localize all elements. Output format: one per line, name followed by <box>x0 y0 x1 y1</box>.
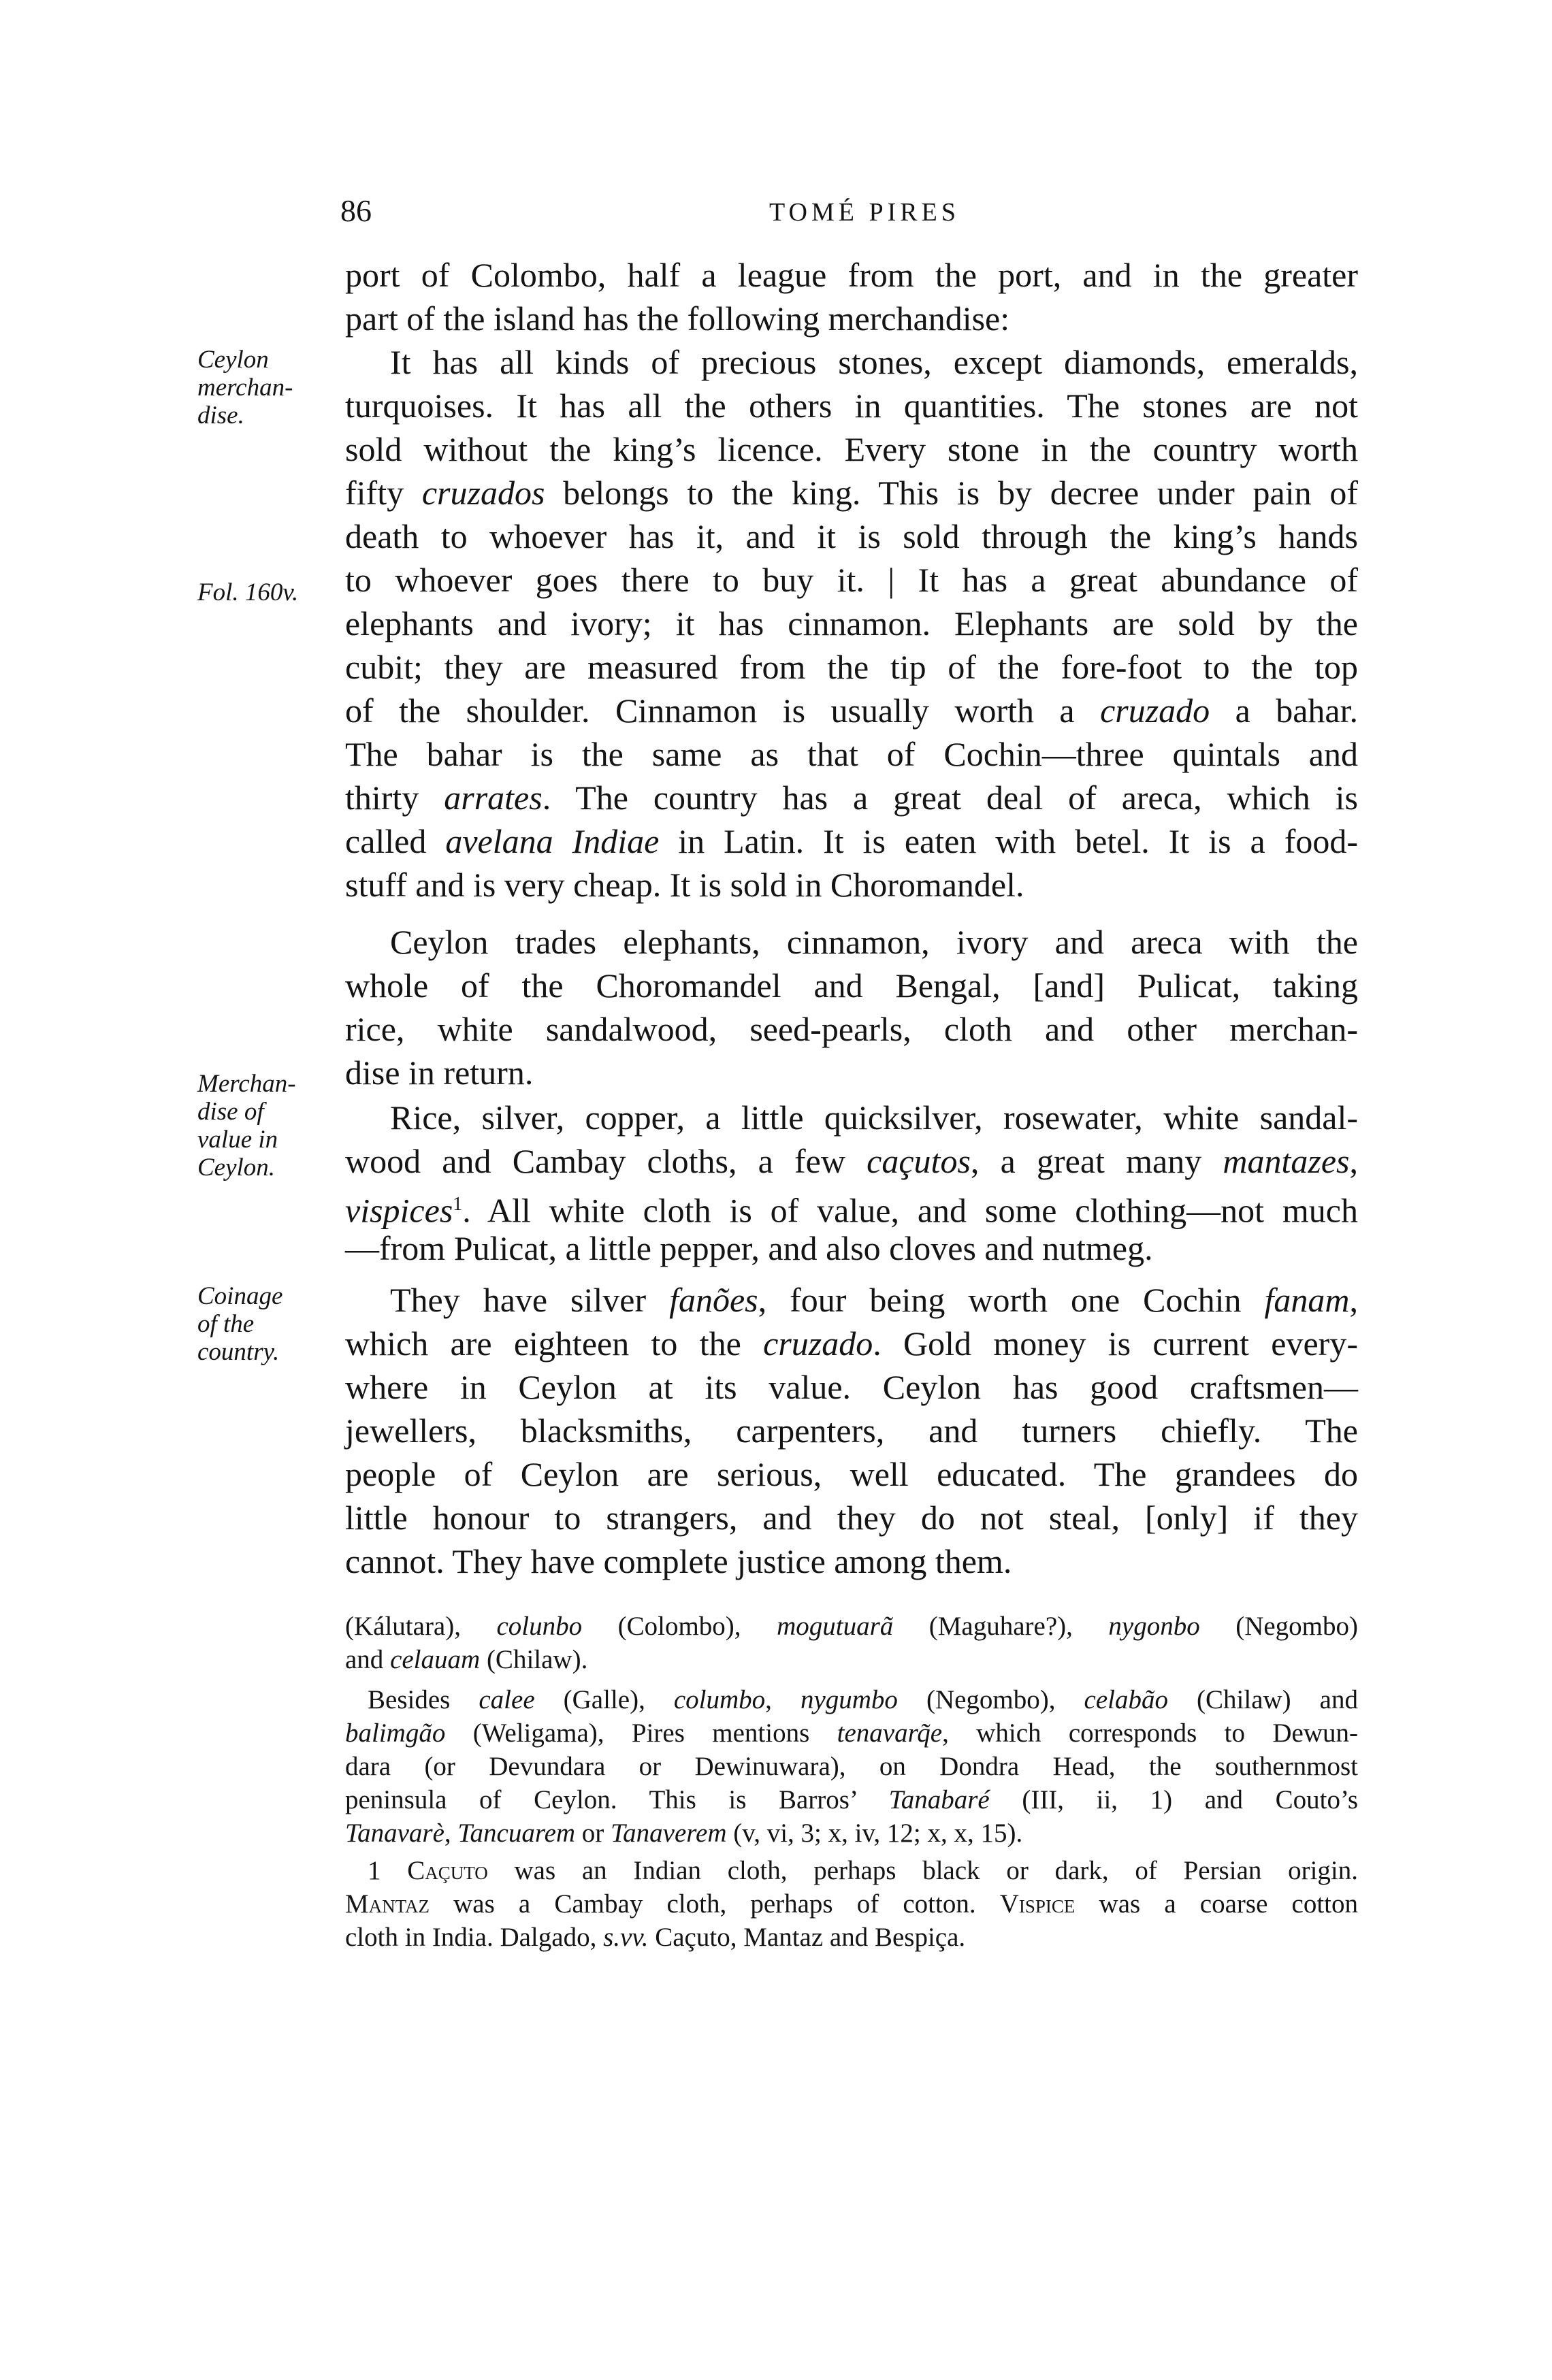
footnote-line: 1 Caçuto was an Indian cloth, perhaps black or dark, of Persian origin. <box>368 1856 1359 1885</box>
margin-note-folio: Fol. 160v. <box>197 578 299 606</box>
text-line: elephants and ivory; it has cinnamon. Elephants are sold by the <box>345 604 1358 642</box>
text-line: which are eighteen to the cruzado. Gold money is current every- <box>345 1324 1358 1363</box>
running-title: TOMÉ PIRES <box>769 198 960 227</box>
footnote-line: and celauam (Chilaw). <box>345 1645 588 1674</box>
text-line: vispices$^1$. All white cloth is of value, and some clothing—not much <box>345 1191 1358 1230</box>
margin-note-coinage: Coinage of the country. <box>197 1282 283 1366</box>
text-line: Rice, silver, copper, a little quicksilver, rosewater, white sandal- <box>390 1098 1358 1137</box>
text-line: rice, white sandalwood, seed-pearls, cloth and other merchan- <box>345 1010 1358 1048</box>
footnote-line: Tanavarè, Tancuarem or Tanaverem (v, vi, 3; x, iv, 12; x, x, 15). <box>345 1819 1023 1848</box>
text-line: whole of the Choromandel and Bengal, [and] Pulicat, taking <box>345 966 1358 1005</box>
text-line: The bahar is the same as that of Cochin—three quintals and <box>345 735 1358 773</box>
footnote-line: balimgão (Weligama), Pires mentions tenavarq̃e, which corresponds to Dewun- <box>345 1718 1358 1748</box>
footnote-line: Mantaz was a Cambay cloth, perhaps of cotton. Vispice was a coarse cotton <box>345 1889 1358 1919</box>
footnote-line: (Kálutara), colunbo (Colombo), mogutuarã (Maguhare?), nygonbo (Negombo) <box>345 1612 1358 1641</box>
text-line: fifty cruzados belongs to the king. This is by decree under pain of <box>345 474 1358 512</box>
text-line: called avelana Indiae in Latin. It is eaten with betel. It is a food- <box>345 822 1358 860</box>
text-line: Ceylon trades elephants, cinnamon, ivory and areca with the <box>390 923 1358 961</box>
margin-note-merchandise-of-value: Merchan- dise of value in Ceylon. <box>197 1070 296 1181</box>
text-line: where in Ceylon at its value. Ceylon has good craftsmen— <box>345 1368 1358 1406</box>
footnote-line: Besides calee (Galle), columbo, nygumbo (Negombo), celabão (Chilaw) and <box>368 1685 1358 1714</box>
text-line: stuff and is very cheap. It is sold in Choromandel. <box>345 866 1024 904</box>
footnote-line: dara (or Devundara or Dewinuwara), on Dondra Head, the southernmost <box>345 1752 1358 1781</box>
text-line: thirty arrates. The country has a great deal of areca, which is <box>345 779 1358 817</box>
text-line: It has all kinds of precious stones, except diamonds, emeralds, <box>390 343 1358 381</box>
page-number: 86 <box>340 193 372 228</box>
text-line: cannot. They have complete justice among them. <box>345 1542 1012 1580</box>
text-line: people of Ceylon are serious, well educated. The grandees do <box>345 1455 1358 1493</box>
text-line: turquoises. It has all the others in quantities. The stones are not <box>345 387 1358 425</box>
text-line: cubit; they are measured from the tip of the fore-foot to the top <box>345 648 1358 686</box>
footnote-line: cloth in India. Dalgado, s.vv. Caçuto, Mantaz and Bespiça. <box>345 1923 966 1952</box>
footnote-line: peninsula of Ceylon. This is Barros’ Tanabaré (III, ii, 1) and Couto’s <box>345 1785 1358 1814</box>
margin-note-ceylon-merchandise: Ceylon merchan- dise. <box>197 346 293 429</box>
text-line: port of Colombo, half a league from the port, and in the greater <box>345 256 1358 294</box>
text-line: sold without the king’s licence. Every stone in the country worth <box>345 430 1358 468</box>
text-line: part of the island has the following merchandise: <box>345 299 1010 338</box>
text-line: death to whoever has it, and it is sold through the king’s hands <box>345 517 1358 555</box>
text-line: jewellers, blacksmiths, carpenters, and turners chiefly. The <box>345 1412 1358 1450</box>
text-line: wood and Cambay cloths, a few caçutos, a great many mantazes, <box>345 1142 1358 1180</box>
text-line: —from Pulicat, a little pepper, and also cloves and nutmeg. <box>345 1229 1153 1267</box>
text-line: They have silver fanões, four being worth one Cochin fanam, <box>390 1281 1358 1319</box>
text-line: of the shoulder. Cinnamon is usually worth a cruzado a bahar. <box>345 691 1358 730</box>
text-line: to whoever goes there to buy it. | It has a great abundance of <box>345 561 1358 599</box>
text-line: little honour to strangers, and they do not steal, [only] if they <box>345 1499 1358 1537</box>
running-head <box>340 192 1361 240</box>
text-line: dise in return. <box>345 1054 534 1092</box>
